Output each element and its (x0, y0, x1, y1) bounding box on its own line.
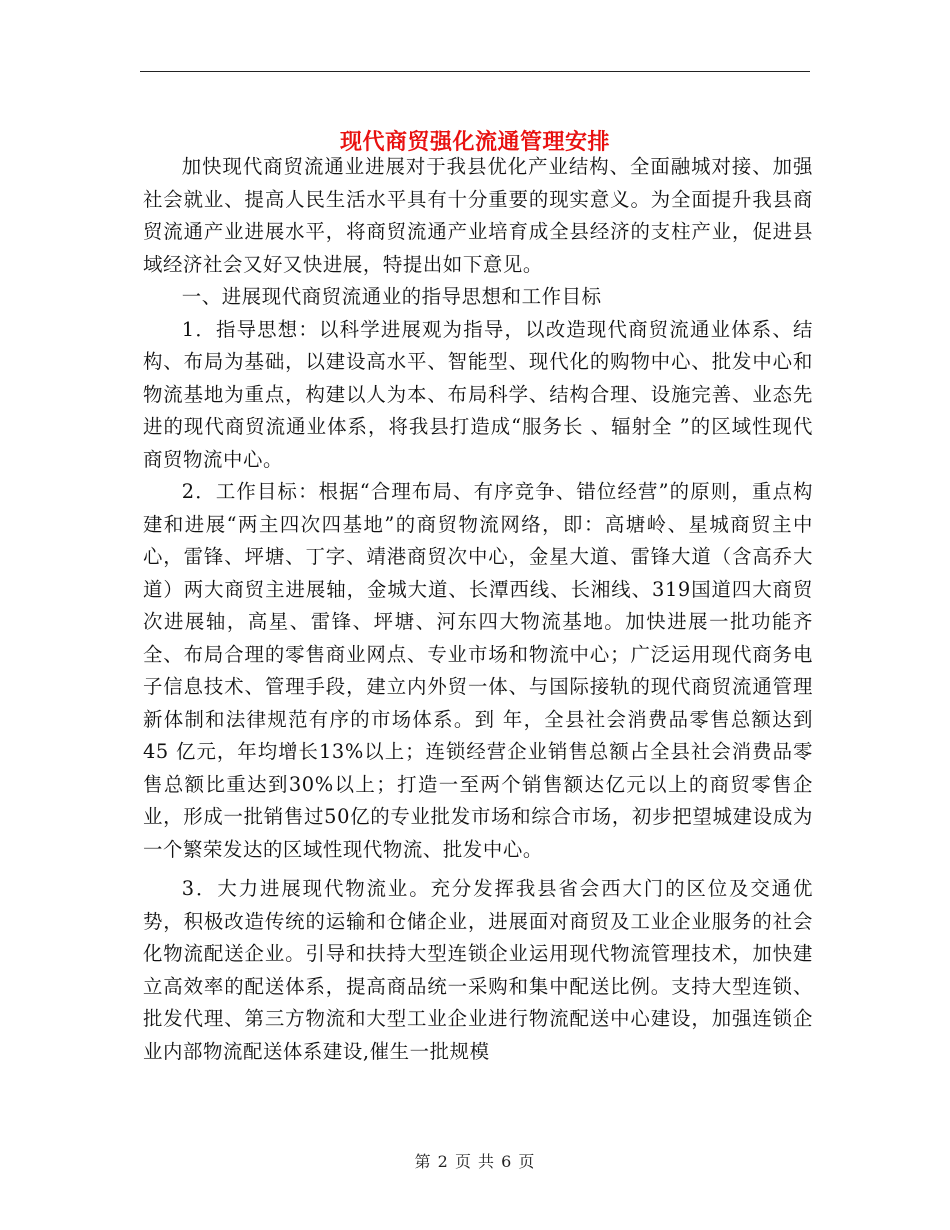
document-title: 现代商贸强化流通管理安排 (339, 128, 610, 155)
page-number: 第 2 页 共 6 页 (414, 1152, 536, 1171)
header-rule (140, 71, 810, 72)
paragraph-intro: 加快现代商贸流通业进展对于我县优化产业结构、全面融城对接、加强社会就业、提高人民生活水平具有十分重要的现实意义。为全面提升我县商贸流通产业进展水平，将商贸流通产业培育成全县经济的支柱产业，促进县域经济社会又好又快进展，特提出如下意见。 (143, 155, 813, 276)
section-heading: 一、进展现代商贸流通业的指导思想和工作目标 (181, 285, 602, 308)
paragraph-guiding-ideology: 1．指导思想：以科学进展观为指导，以改造现代商贸流通业体系、结构、布局为基础，以建设高水平、智能型、现代化的购物中心、批发中心和物流基地为重点，构建以人为本、布局科学、结构合理、设施完善、业态先进的现代商贸流通业体系，将我县打造成“服务长 、辐射全 ”的区域性现代商贸物流中心。 (143, 317, 813, 471)
document-body (143, 151, 813, 1068)
paragraph-work-targets: 2．工作目标：根据“合理布局、有序竞争、错位经营”的原则，重点构建和进展“两主四次四基地”的商贸物流网络，即：高塘岭、星城商贸主中心，雷锋、坪塘、丁字、靖港商贸次中心，金星大道、雷锋大道（含高乔大道）两大商贸主进展轴，金城大道、长潭西线、长湘线、319国道四大商贸次进展轴，高星、雷锋、坪塘、河东四大物流基地。加快进展一批功能齐全、布局合理的零售商业网点、专业市场和物流中心；广泛运用现代商务电子信息技术、管理手段，建立内外贸一体、与国际接轨的现代商贸流通管理新体制和法律规范有序的市场体系。到 年，全县社会消费品零售总额达到 45 亿元，年均增长13%以上；连锁经营企业销售总额占全县社会消费品零售总额比重达到30%以上；打造一至两个销售额达亿元以上的商贸零售企业，形成一批销售过50亿的专业批发市场和综合市场，初步把望城建设成为一个繁荣发达的区域性现代物流、批发中心。 (143, 480, 813, 861)
paragraph-logistics: 3．大力进展现代物流业。充分发挥我县省会西大门的区位及交通优势，积极改造传统的运输和仓储企业，进展面对商贸及工业企业服务的社会化物流配送企业。引导和扶持大型连锁企业运用现代物流管理技术，加快建立高效率的配送体系，提高商品统一采购和集中配送比例。支持大型连锁、批发代理、第三方物流和大型工业企业进行物流配送中心建设，加强连锁企业内部物流配送体系建设,催生一批规模 (143, 877, 813, 1063)
